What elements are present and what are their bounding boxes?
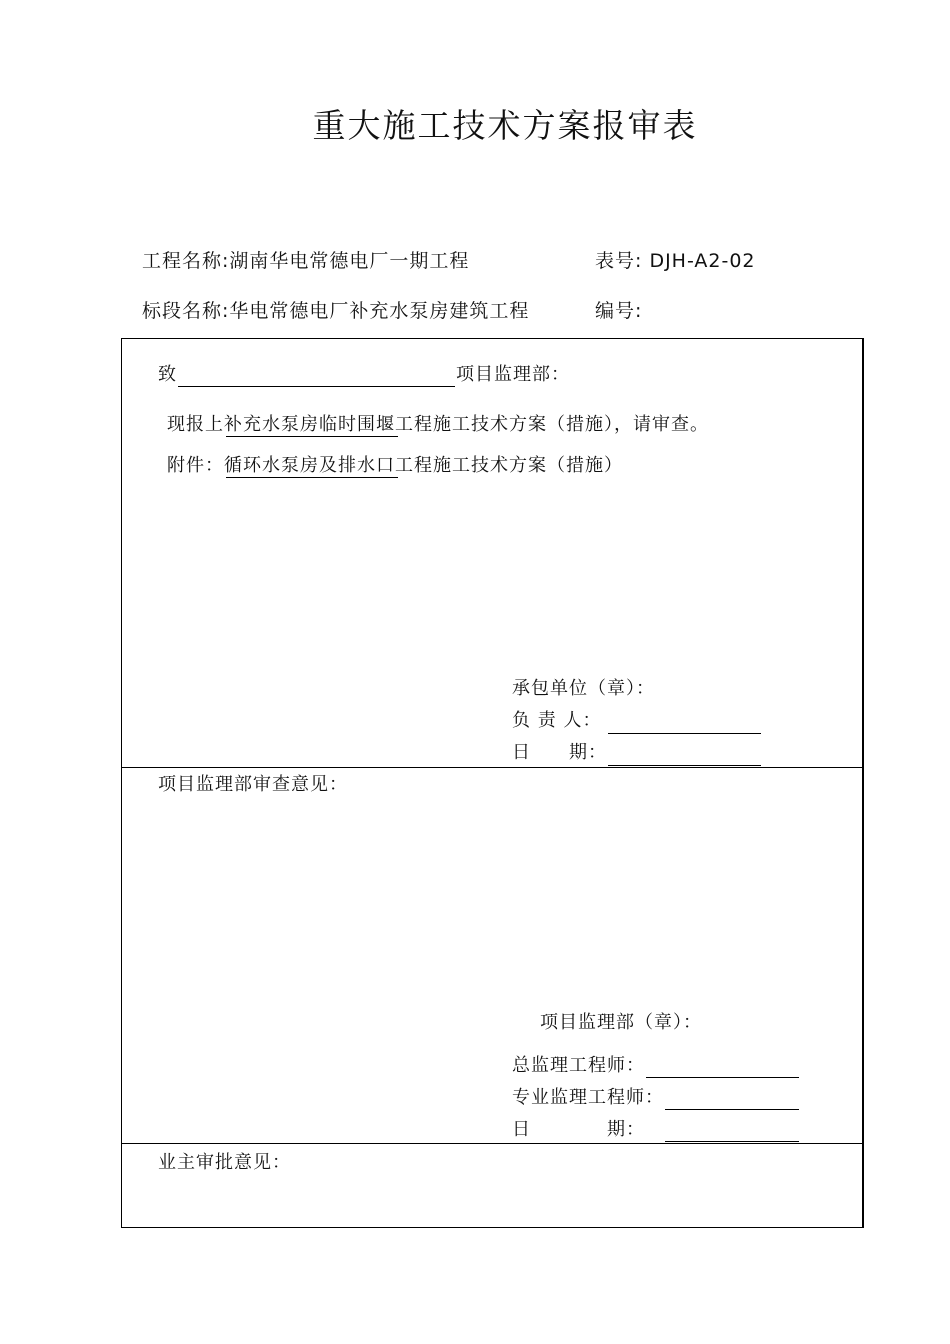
form-number: 表号: DJH-A2-02 — [595, 250, 756, 272]
page-title: 重大施工技术方案报审表 — [312, 106, 698, 145]
report-line: 现报上补充水泵房临时围堰工程施工技术方案（措施），请审查。 — [167, 414, 709, 435]
to-department: 项目监理部： — [456, 364, 570, 385]
submission-date-label: 日 期： — [512, 742, 607, 763]
responsible-signature-line[interactable] — [608, 733, 761, 734]
review-stamp-label: 项目监理部（章）： — [540, 1012, 702, 1033]
attachment-line: 附件：循环水泵房及排水口工程施工技术方案（措施） — [167, 455, 623, 476]
attachment-underline — [226, 477, 398, 478]
recipient-underline[interactable] — [178, 386, 455, 387]
approval-heading: 业主审批意见： — [158, 1152, 291, 1173]
review-date-label: 日 期： — [512, 1119, 645, 1140]
section-divider-2 — [121, 1143, 862, 1144]
section-name: 标段名称:华电常德电厂补充水泵房建筑工程 — [142, 300, 530, 322]
to-label: 致 — [158, 364, 177, 385]
submission-date-line[interactable] — [608, 765, 761, 766]
review-heading: 项目监理部审查意见： — [158, 774, 348, 795]
responsible-label: 负 责 人： — [512, 710, 602, 731]
review-date-line[interactable] — [665, 1141, 799, 1142]
report-subject-underline — [226, 436, 398, 437]
specialist-engineer-label: 专业监理工程师： — [512, 1087, 664, 1108]
serial-number: 编号: — [595, 300, 643, 322]
chief-engineer-label: 总监理工程师： — [512, 1055, 645, 1076]
project-name: 工程名称:湖南华电常德电厂一期工程 — [142, 250, 470, 272]
specialist-engineer-signature-line[interactable] — [665, 1109, 799, 1110]
contractor-label: 承包单位（章）： — [512, 678, 655, 699]
section-divider-1 — [121, 767, 862, 768]
chief-engineer-signature-line[interactable] — [646, 1077, 799, 1078]
